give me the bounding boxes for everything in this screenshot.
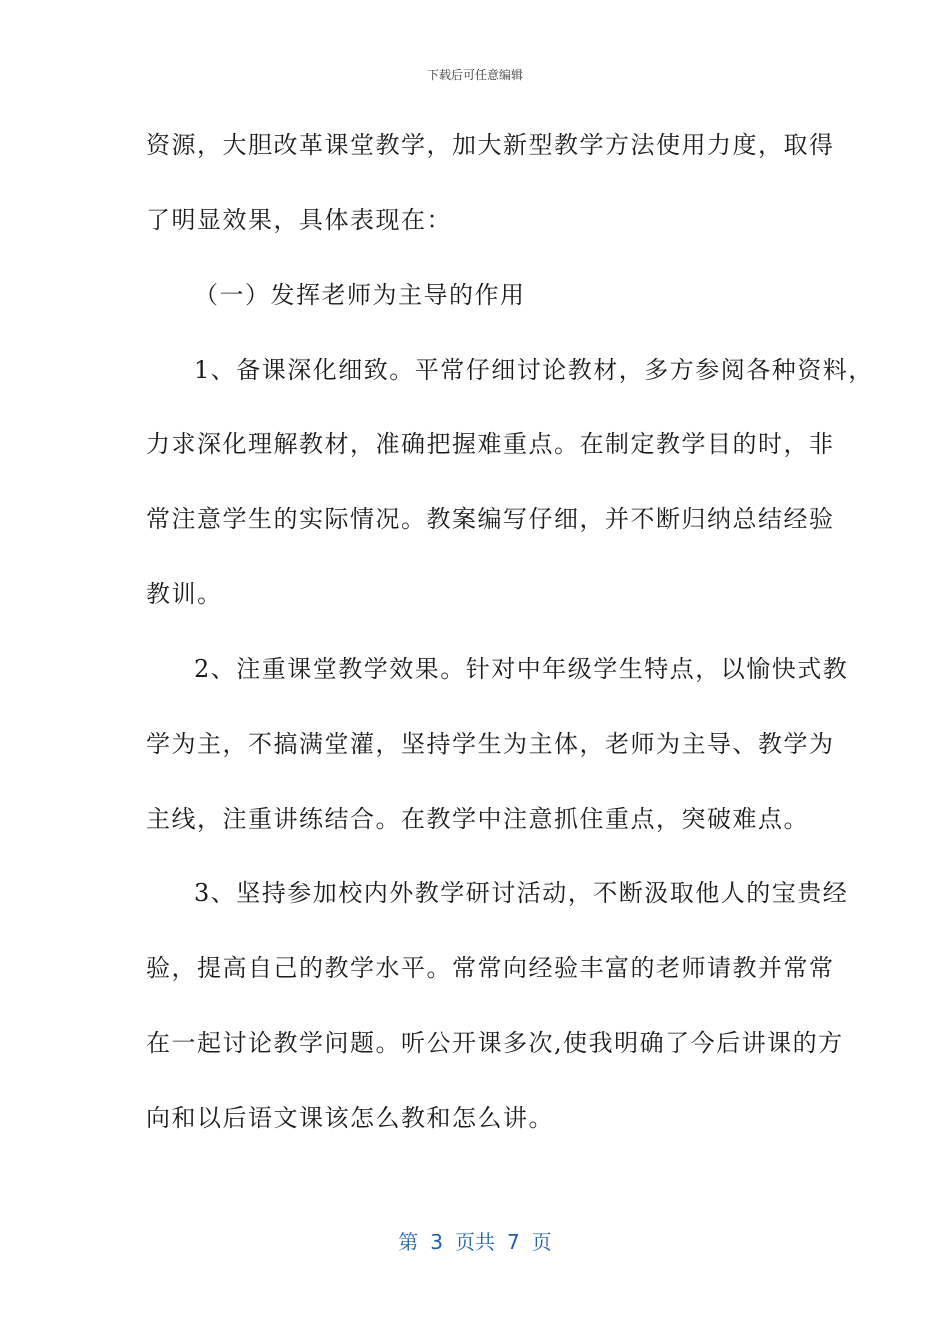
footer-page-number: 3 — [430, 1230, 443, 1254]
footer-prefix: 第 — [398, 1230, 419, 1254]
body-line: 学为主，不搞满堂灌，坚持学生为主体，老师为主导、教学为 — [146, 730, 835, 758]
body-line: 力求深化理解教材，准确把握难重点。在制定教学目的时，非 — [146, 430, 835, 458]
body-line: 了明显效果，具体表现在： — [146, 206, 452, 234]
section-heading: （一）发挥老师为主导的作用 — [194, 281, 526, 309]
body-line: 资源，大胆改革课堂教学，加大新型教学方法使用力度，取得 — [146, 131, 835, 159]
body-line: 常注意学生的实际情况。教案编写仔细，并不断归纳总结经验 — [146, 505, 835, 533]
body-line: 验，提高自己的教学水平。常常向经验丰富的老师请教并常常 — [146, 954, 835, 982]
body-line: 主线，注重讲练结合。在教学中注意抓住重点，突破难点。 — [146, 805, 809, 833]
body-line: 向和以后语文课该怎么教和怎么讲。 — [146, 1104, 554, 1132]
body-line: 在一起讨论教学问题。听公开课多次,使我明确了今后讲课的方 — [146, 1029, 844, 1057]
body-line: 教训。 — [146, 580, 223, 608]
body-line: 2、注重课堂教学效果。针对中年级学生特点，以愉快式教 — [194, 655, 849, 683]
page-footer — [0, 1226, 950, 1255]
body-line: 1、备课深化细致。平常仔细讨论教材，多方参阅各种资料， — [194, 356, 874, 384]
page-header: 下载后可任意编辑 — [426, 68, 523, 82]
footer-middle: 页共 — [455, 1230, 495, 1254]
footer-suffix: 页 — [531, 1230, 552, 1254]
footer-total-pages: 7 — [507, 1230, 520, 1254]
body-line: 3、坚持参加校内外教学研讨活动，不断汲取他人的宝贵经 — [194, 879, 849, 907]
